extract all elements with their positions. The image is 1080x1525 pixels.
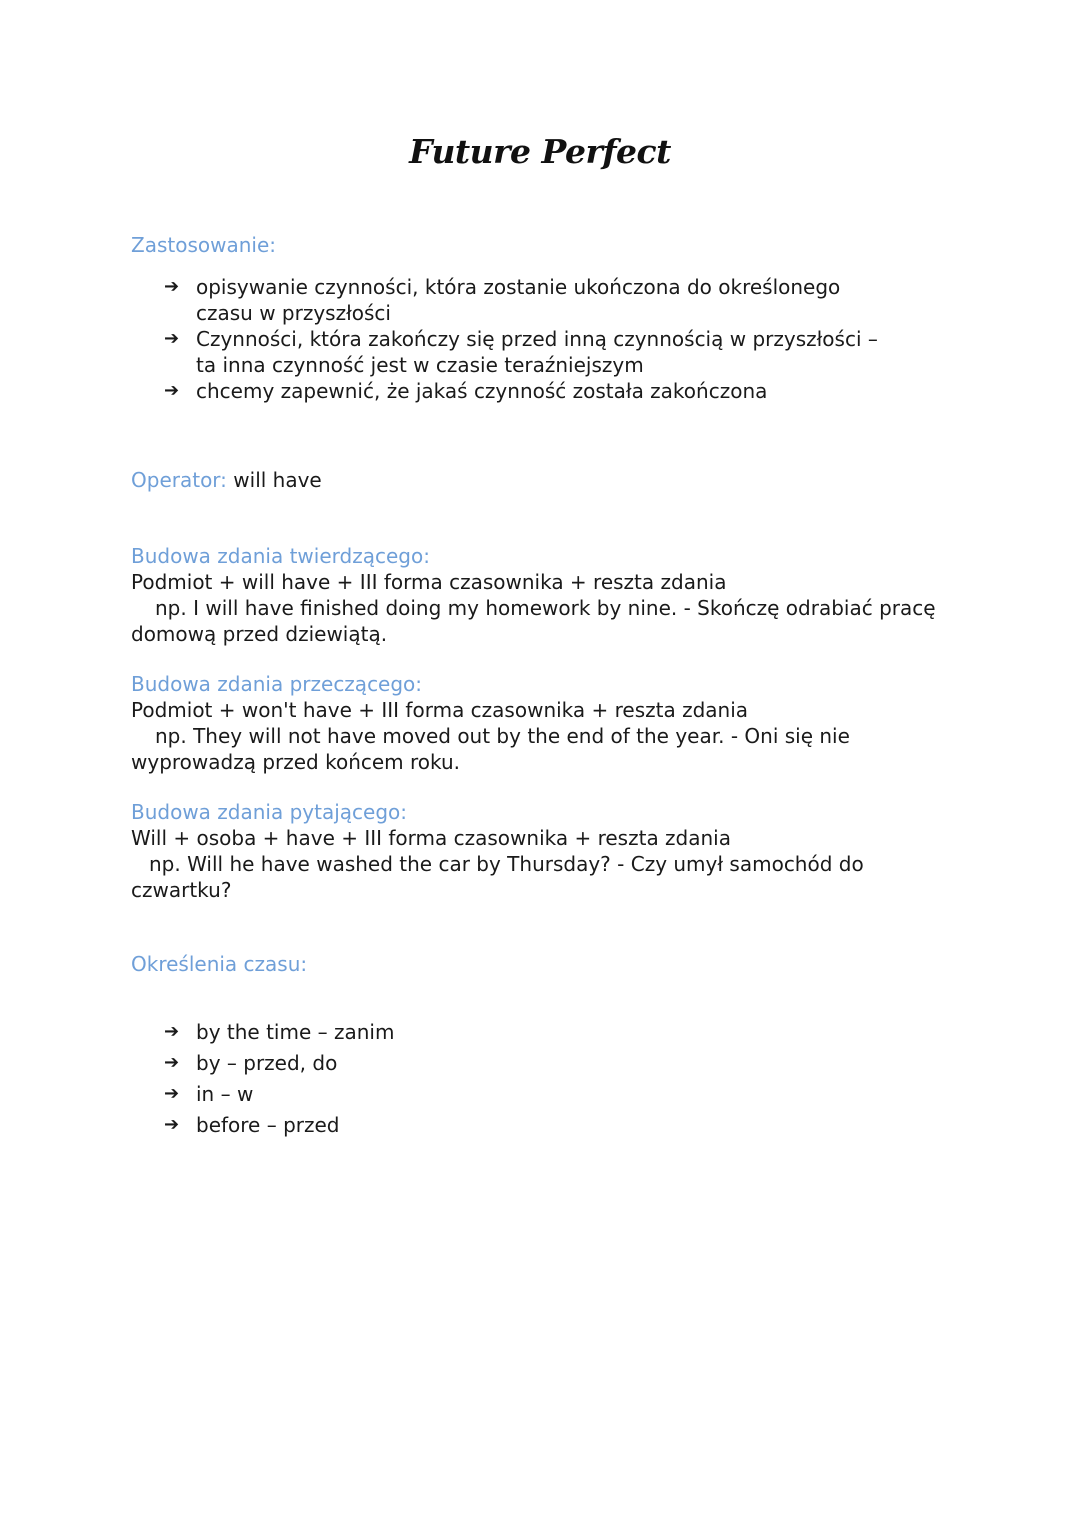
affirmative-section (131, 543, 971, 647)
negative-example: np. They will not have moved out by the end of the year. - Oni się nie (155, 724, 850, 748)
list-item: ➔ Czynności, która zakończy się przed inną czynnością w przyszłości – ta inna czynność jest w czasie teraźniejszym (164, 327, 878, 377)
list-item: ➔ in – w (164, 1082, 254, 1106)
affirmative-example: np. I will have finished doing my homework by nine. - Skończę odrabiać pracę (155, 596, 936, 620)
question-example: np. Will he have washed the car by Thursday? - Czy umył samochód do (149, 852, 864, 876)
arrow-right-icon: ➔ (164, 1052, 180, 1073)
negative-heading: Budowa zdania przeczącego: (131, 672, 423, 696)
question-section (131, 799, 971, 903)
operator-value: will have (233, 468, 322, 492)
negative-formula: Podmiot + won't have + III forma czasownika + reszta zdania (131, 698, 749, 722)
time-expressions-heading: Określenia czasu: (131, 952, 308, 976)
affirmative-formula: Podmiot + will have + III forma czasownika + reszta zdania (131, 570, 727, 594)
arrow-right-icon: ➔ (164, 1114, 180, 1135)
affirmative-example-cont: domową przed dziewiątą. (131, 622, 388, 646)
usage-list (164, 274, 964, 404)
operator-label: Operator: (131, 468, 227, 492)
arrow-right-icon: ➔ (164, 1021, 180, 1042)
arrow-right-icon: ➔ (164, 328, 180, 349)
affirmative-heading: Budowa zdania twierdzącego: (131, 544, 430, 568)
arrow-right-icon: ➔ (164, 380, 180, 401)
negative-section (131, 671, 971, 775)
list-item: ➔ chcemy zapewnić, że jakaś czynność została zakończona (164, 379, 768, 403)
list-item: ➔ opisywanie czynności, która zostanie ukończona do określonego czasu w przyszłości (164, 275, 841, 325)
arrow-right-icon: ➔ (164, 1083, 180, 1104)
question-example-cont: czwartku? (131, 878, 232, 902)
time-expressions-list (164, 1019, 764, 1138)
page-title: Future Perfect (409, 132, 671, 171)
question-heading: Budowa zdania pytającego: (131, 800, 408, 824)
operator-line (131, 467, 971, 493)
negative-example-cont: wyprowadzą przed końcem roku. (131, 750, 461, 774)
question-formula: Will + osoba + have + III forma czasownika + reszta zdania (131, 826, 731, 850)
list-item: ➔ before – przed (164, 1113, 340, 1137)
list-item: ➔ by – przed, do (164, 1051, 338, 1075)
arrow-right-icon: ➔ (164, 276, 180, 297)
list-item: ➔ by the time – zanim (164, 1020, 395, 1044)
usage-heading: Zastosowanie: (131, 233, 276, 257)
